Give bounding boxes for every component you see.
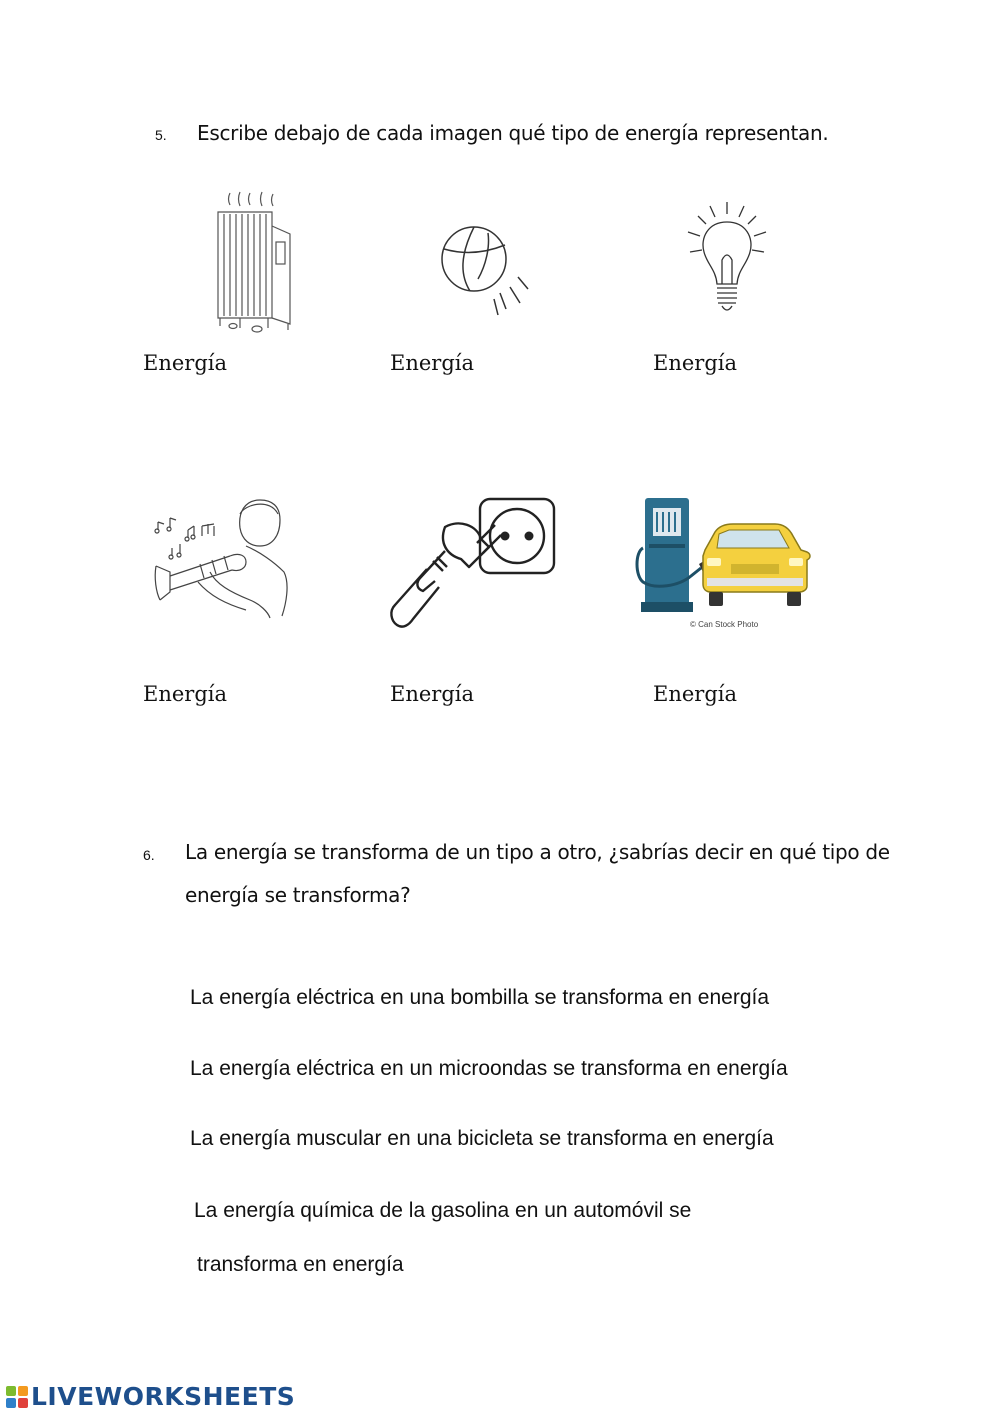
liveworksheets-logo-icon — [6, 1386, 28, 1408]
fuel-pump-car-icon — [635, 490, 815, 635]
radiator-icon — [210, 190, 300, 335]
energy-label-5: Energía — [390, 682, 474, 706]
energy-label-4: Energía — [143, 682, 227, 706]
statement-2: La energía eléctrica en un microondas se transforma en energía — [190, 1057, 788, 1080]
statement-1: La energía eléctrica en una bombilla se transforma en energía — [190, 986, 770, 1009]
question-6-text-line2: energía se transforma? — [185, 883, 411, 907]
statement-3: La energía muscular en una bicicleta se transforma en energía — [190, 1127, 774, 1150]
statement-4: La energía química de la gasolina en un automóvil se — [194, 1199, 692, 1222]
energy-label-2: Energía — [390, 351, 474, 375]
question-6-text-line1: La energía se transforma de un tipo a otro, ¿sabrías decir en qué tipo de — [185, 840, 890, 864]
ball-icon — [430, 215, 535, 335]
statement-4-continued: transforma en energía — [197, 1253, 404, 1276]
brand-name: LIVEWORKSHEETS — [31, 1382, 296, 1411]
question-6-number: 6. — [143, 847, 155, 863]
energy-label-3: Energía — [653, 351, 737, 375]
lightbulb-icon — [680, 200, 775, 325]
photo-credit: © Can Stock Photo — [690, 620, 759, 629]
energy-label-6: Energía — [653, 682, 737, 706]
question-5-number: 5. — [155, 127, 167, 143]
trumpet-player-icon — [150, 492, 295, 622]
question-5-text: Escribe debajo de cada imagen qué tipo de energía representan. — [197, 121, 829, 145]
plug-socket-icon — [385, 495, 560, 635]
energy-label-1: Energía — [143, 351, 227, 375]
footer-brand — [6, 1382, 295, 1411]
